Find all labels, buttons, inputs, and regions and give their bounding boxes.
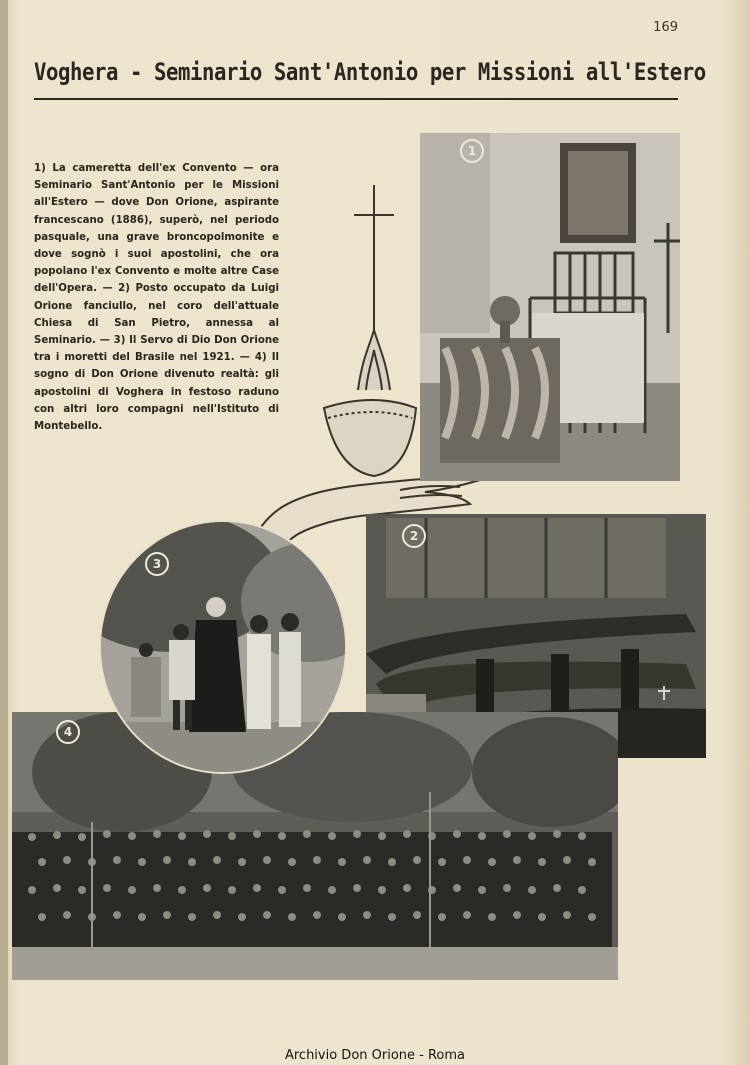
- page-binding-edge: [0, 0, 8, 1065]
- page-number: 169: [653, 20, 678, 35]
- convent-cell-image: [420, 133, 680, 481]
- don-orione-brazil-image: [101, 522, 345, 772]
- photo-convent-cell: [420, 133, 680, 481]
- title-underline: [34, 98, 678, 100]
- photo-number-badge: 3: [145, 552, 169, 576]
- photo-captions: 1) La cameretta dell'ex Convento — ora Seminario Sant'Antonio per le Missioni all'Estero — dove Don Orione, aspirante francescano (1886), superò, nel periodo pasquale, una grave broncopolmonite e dove sognò i suoi apostolini, che ora popolano l'ex Convento e molte altre Case dell'Opera. — 2) Posto occupato da Luigi Orione fanciullo, nel coro dell'attuale Chiesa di San Pietro, annessa al Seminario. — 3) Il Servo di Dio Don Orione tra i moretti del Brasile nel 1921. — 4) Il sogno di Don Orione divenuto realtà: gli apostolini di Voghera in festoso raduno con altri loro compagni nell'Istituto di Montebello.: [34, 163, 279, 433]
- photo-number-badge: 4: [56, 720, 80, 744]
- photo-don-orione-brazil: [99, 520, 347, 774]
- photo-number-badge: 1: [460, 139, 484, 163]
- archive-watermark: Archivio Don Orione - Roma: [284, 1048, 466, 1063]
- photo-number-badge: 2: [402, 524, 426, 548]
- page-title: Voghera - Seminario Sant'Antonio per Missioni all'Estero: [34, 58, 706, 86]
